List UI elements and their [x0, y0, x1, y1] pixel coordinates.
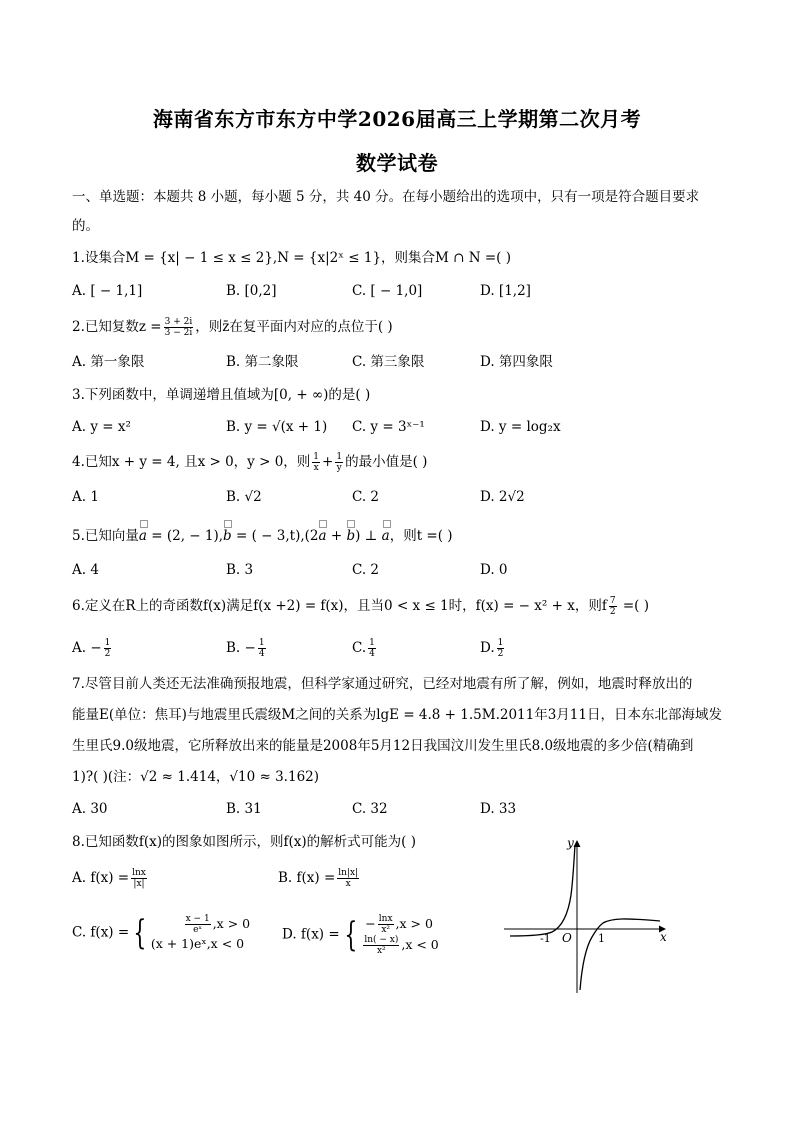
question-4-fraction-1 [312, 452, 320, 473]
question-6-option-b[interactable] [226, 638, 268, 659]
question-6-option-b-sign: B. − [226, 640, 256, 656]
question-2-option-a[interactable]: A. 第一象限 [72, 354, 145, 370]
question-7-line-3: 生里氏9.0级地震，它所释放出来的能量是2008年5月12日我国汶川发生里氏8.0级地震的多少倍(精确到 [72, 738, 694, 754]
vector-a: a [138, 528, 147, 544]
question-5-mid-2: = ( − 3,t),(2 [231, 528, 319, 544]
question-6-stem [72, 596, 649, 617]
question-4-stem-pre: 4.已知x + y = 4, 且x > 0，y > 0，则 [72, 454, 311, 470]
question-4-option-d[interactable]: D. 2√2 [480, 489, 525, 505]
question-4-fraction-2 [335, 452, 343, 473]
question-4-option-c[interactable]: C. 2 [352, 489, 380, 505]
graph-origin-label: O [562, 931, 572, 945]
section-heading-line1: 一、单选题：本题共 8 小题，每小题 5 分，共 40 分。在每小题给出的选项中，只有一项是符合题目要求 [72, 189, 700, 205]
question-6-option-b-fraction [258, 638, 266, 659]
question-5-mid-4: ) ⊥ [355, 528, 382, 544]
question-6-fraction-den: 2 [609, 607, 616, 617]
question-8-graph [500, 835, 675, 995]
question-8-option-d-row-1-fraction [378, 914, 394, 935]
question-2-option-c[interactable]: C. 第三象限 [352, 354, 425, 370]
question-6-option-a-sign: A. − [72, 640, 102, 656]
question-6-option-a-num: 1 [104, 638, 111, 648]
question-1-option-b[interactable]: B. [0,2] [226, 283, 277, 299]
section-heading-line2: 的。 [72, 218, 99, 234]
question-5-stem-pre: 5.已知向量 [72, 528, 139, 544]
question-3-option-c[interactable]: C. y = 3ˣ⁻¹ [352, 419, 425, 435]
question-8-option-b-label: B. f(x) = [278, 870, 336, 886]
question-8-option-c-row-2: (x + 1)eˣ,x < 0 [150, 936, 245, 951]
question-5-option-b[interactable]: B. 3 [226, 562, 254, 578]
question-4-option-b[interactable]: B. √2 [226, 489, 262, 505]
vector-b-2: b [346, 528, 356, 544]
graph-pos-one-label: 1 [598, 932, 605, 945]
vector-b: b [223, 528, 232, 544]
question-8-option-c[interactable] [72, 914, 250, 952]
question-8-option-b-num: ln|x| [338, 868, 359, 878]
question-4-fraction-1-den: x [313, 463, 319, 473]
question-6-option-c-den: 4 [369, 649, 375, 659]
question-8-option-d-row-2-den: x² [376, 946, 386, 956]
question-6-option-b-num: 1 [258, 638, 265, 648]
question-2-stem [72, 317, 393, 338]
question-8-option-a-den: |x| [133, 879, 145, 889]
question-7-option-d[interactable]: D. 33 [480, 801, 517, 817]
question-7-option-b[interactable]: B. 31 [226, 801, 262, 817]
question-2-option-b[interactable]: B. 第二象限 [226, 354, 299, 370]
question-5-stem-post: ，则t =( ) [389, 528, 453, 544]
question-2-fraction [164, 317, 194, 338]
question-7-line-1: 7.尽管目前人类还无法准确预报地震，但科学家通过研究，已经对地震有所了解，例如，地震时释放出的 [72, 676, 693, 692]
question-8-option-c-row-1 [151, 914, 250, 935]
question-2-numerator: 3 + 2i [164, 317, 193, 327]
question-6-option-d-fraction [497, 638, 505, 659]
question-6-option-d-label: D. [480, 640, 495, 656]
question-4-stem-post: 的最小值是( ) [345, 454, 428, 470]
question-1-option-d[interactable]: D. [1,2] [480, 283, 531, 299]
question-2-stem-pre: 2.已知复数z = [72, 319, 162, 335]
question-8-option-c-row-1-den: eˣ [193, 925, 203, 935]
exam-subtitle: 数学试卷 [356, 151, 438, 175]
question-4-stem [72, 452, 427, 473]
question-5-mid-1: = (2, − 1), [146, 528, 224, 544]
question-1-option-a[interactable]: A. [ − 1,1] [72, 283, 143, 299]
question-8-option-d-row-1-cond: ,x > 0 [395, 916, 433, 931]
question-6-option-c[interactable] [352, 638, 378, 659]
question-8-option-c-row-1-cond: ,x > 0 [212, 916, 251, 931]
question-8-option-d-cases [361, 914, 438, 956]
question-8-option-c-cases [151, 914, 250, 952]
question-4-fraction-2-num: 1 [336, 452, 343, 462]
question-5-mid-3: + [326, 528, 347, 544]
question-8-option-d-row-1-den: x² [381, 925, 390, 935]
exam-title: 海南省东方市东方中学2026届高三上学期第二次月考 [152, 107, 642, 131]
question-8-option-d-row-1 [361, 914, 438, 935]
question-6-option-c-fraction [368, 638, 376, 659]
question-6-option-d-den: 2 [497, 649, 504, 659]
question-8-option-d-row-2 [361, 935, 438, 956]
question-8-option-a-fraction [131, 868, 147, 889]
question-2-stem-post: ，则z̄在复平面内对应的点位于( ) [195, 319, 393, 335]
question-8-option-d-row-1-sign: − [365, 916, 376, 931]
graph-y-label: y [567, 836, 574, 850]
question-6-option-d[interactable] [480, 638, 506, 659]
question-6-fraction-num: 7 [609, 596, 616, 606]
question-8-option-a[interactable] [72, 868, 149, 889]
curve-right-branch [580, 919, 660, 990]
question-5-option-d[interactable]: D. 0 [480, 562, 508, 578]
question-8-option-b[interactable] [278, 868, 361, 889]
question-3-option-d[interactable]: D. y = log₂x [480, 419, 561, 435]
question-7-option-a[interactable]: A. 30 [72, 801, 108, 817]
question-8-stem: 8.已知函数f(x)的图象如图所示，则f(x)的解析式可能为( ) [72, 834, 416, 850]
question-6-option-a-den: 2 [104, 649, 111, 659]
question-8-option-d-brace: { [344, 915, 357, 955]
question-6-stem-pre: 6.定义在R上的奇函数f(x)满足f(x +2) = f(x)，且当0 < x ≤ 1时，f(x) = − x² + x，则f [72, 598, 607, 614]
question-4-fraction-1-num: 1 [313, 452, 320, 462]
question-6-fraction [609, 596, 617, 617]
question-8-option-d-row-1-num: lnx [378, 914, 393, 924]
question-6-option-b-den: 4 [258, 649, 265, 659]
question-8-option-c-row-1-fraction [185, 914, 211, 935]
graph-neg-one-label: -1 [540, 932, 551, 945]
question-8-option-a-label: A. f(x) = [72, 870, 130, 886]
question-5-stem [72, 527, 453, 545]
curve-left-branch [510, 845, 575, 936]
question-3-option-b[interactable]: B. y = √(x + 1) [226, 419, 328, 435]
question-8-option-b-den: x [345, 879, 351, 889]
question-7-option-c[interactable]: C. 32 [352, 801, 388, 817]
question-6-option-c-label: C. [352, 640, 367, 656]
graph-x-label: x [660, 930, 667, 944]
question-3-option-a[interactable]: A. y = x² [72, 419, 131, 435]
question-8-option-d-row-2-fraction [363, 935, 399, 956]
question-8-option-c-brace: { [133, 913, 147, 953]
question-4-fraction-2-den: y [336, 463, 342, 473]
question-6-option-a-fraction [104, 638, 112, 659]
question-8-option-d[interactable] [282, 914, 439, 956]
question-1-option-c[interactable]: C. [ − 1,0] [352, 283, 423, 299]
question-8-option-b-fraction [337, 868, 359, 889]
question-1-stem: 1.设集合M = {x| − 1 ≤ x ≤ 2},N = {x|2ˣ ≤ 1}，则集合M ∩ N =( ) [72, 250, 512, 266]
vector-a-2: a [318, 528, 327, 544]
question-8-option-d-label: D. f(x) = [282, 926, 340, 943]
question-8-option-a-num: lnx [132, 868, 146, 878]
question-5-option-a[interactable]: A. 4 [72, 562, 99, 578]
vector-a-3: a [381, 528, 390, 544]
question-8-option-d-row-2-num: ln( − x) [364, 935, 399, 945]
question-3-stem: 3.下列函数中，单调递增且值域为[0, + ∞)的是( ) [72, 387, 371, 403]
question-6-option-a[interactable] [72, 638, 113, 659]
question-2-option-d[interactable]: D. 第四象限 [480, 354, 553, 370]
question-4-plus: + [322, 454, 334, 470]
question-6-option-c-num: 1 [369, 638, 375, 648]
question-2-denominator: 3 − 2i [164, 328, 193, 338]
question-8-option-c-row-1-num: x − 1 [185, 914, 210, 924]
question-6-stem-post: =( ) [618, 598, 649, 614]
question-6-option-d-num: 1 [497, 638, 504, 648]
question-8-option-c-label: C. f(x) = [72, 924, 130, 941]
question-4-option-a[interactable]: A. 1 [72, 489, 99, 505]
question-7-line-2: 能量E(单位：焦耳)与地震里氏震级M之间的关系为lgE = 4.8 + 1.5M.2011年3月11日，日本东北部海域发 [72, 707, 722, 723]
question-7-line-4: 1)?( )(注：√2 ≈ 1.414，√10 ≈ 3.162) [72, 769, 320, 785]
question-8-option-d-row-2-cond: ,x < 0 [401, 937, 439, 952]
question-5-option-c[interactable]: C. 2 [352, 562, 380, 578]
